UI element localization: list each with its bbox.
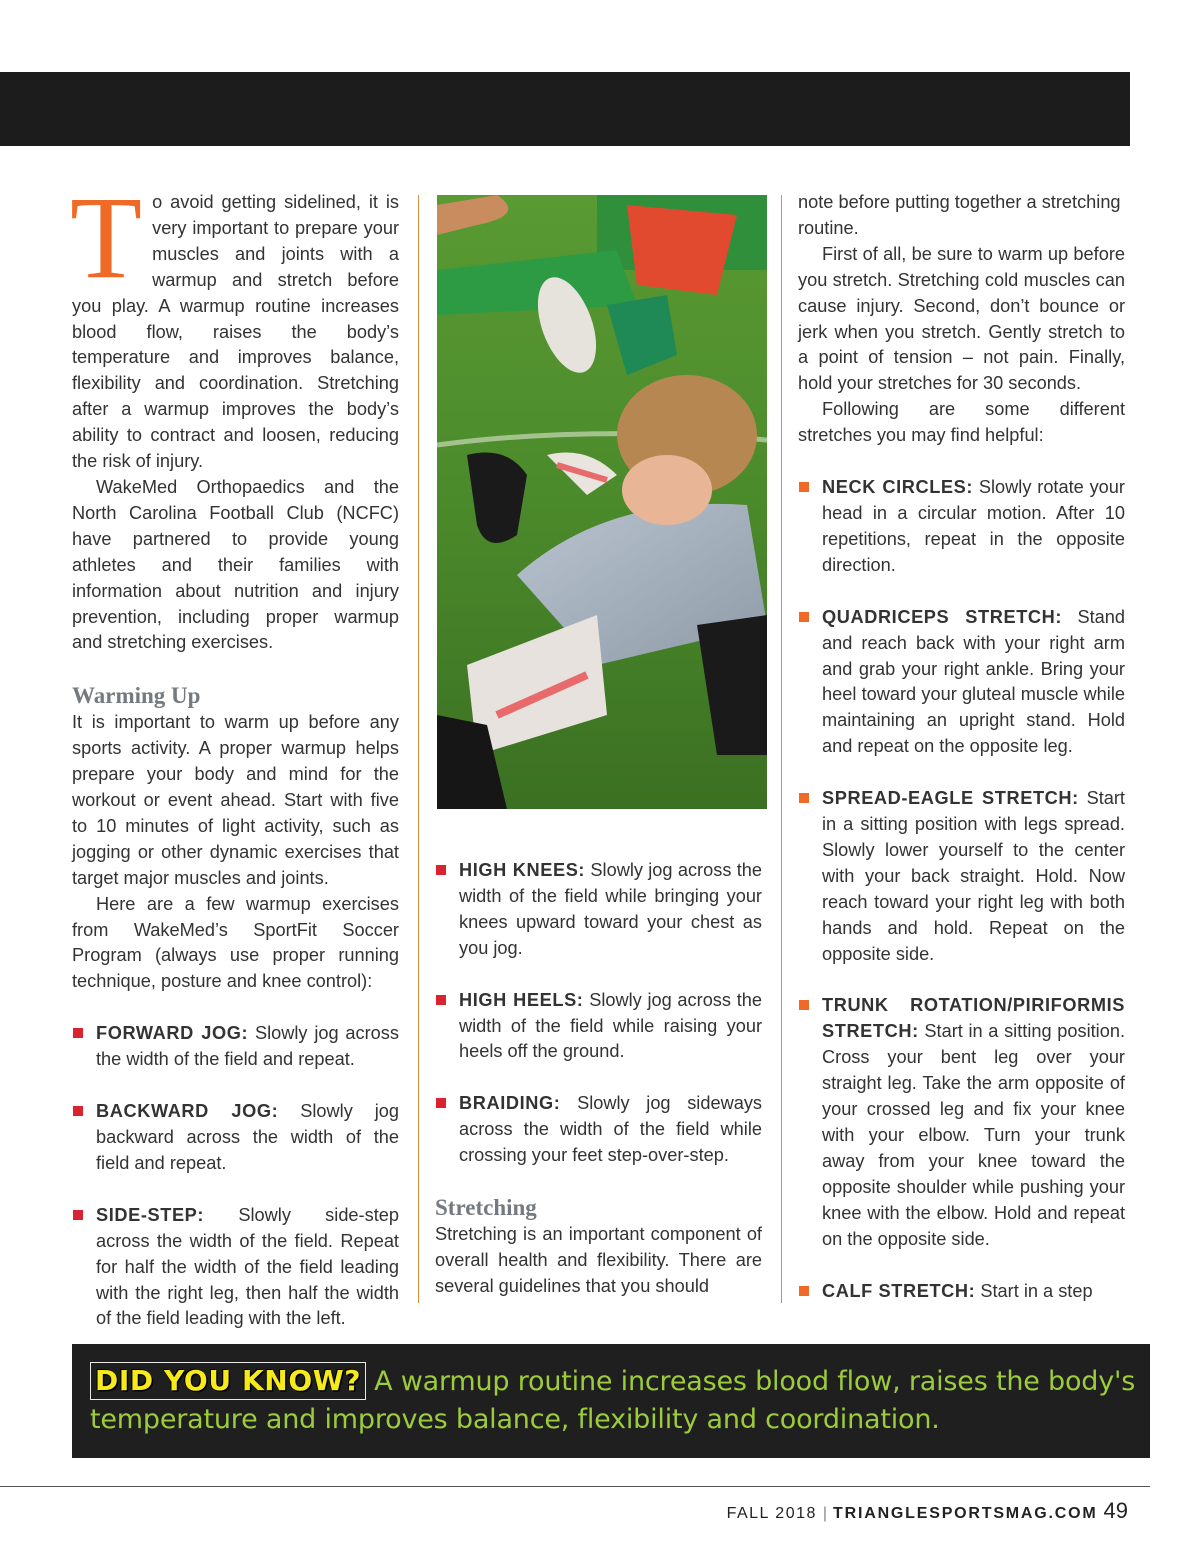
list-item: CALF STRETCH: Start in a step	[798, 1279, 1125, 1305]
bullet-icon	[436, 865, 446, 875]
column-3	[798, 190, 1125, 1304]
list-item: BACKWARD JOG: Slowly jog backward across the width of the field and repeat.	[72, 1099, 399, 1177]
did-you-know-label: DID YOU KNOW?	[90, 1362, 366, 1400]
list-item: NECK CIRCLES: Slowly rotate your head in a circular motion. After 10 repetitions, repeat in the opposite direction.	[798, 475, 1125, 579]
column-1	[70, 172, 399, 1332]
photo-illustration	[437, 195, 767, 809]
list-item: HIGH KNEES: Slowly jog across the width of the field while bringing your knees upward toward your chest as you jog.	[435, 858, 762, 962]
list-item: HIGH HEELS: Slowly jog across the width of the field while raising your heels off the ground.	[435, 988, 762, 1066]
intro-paragraph	[70, 172, 399, 475]
page-footer	[727, 1498, 1128, 1524]
drop-cap: T	[70, 172, 143, 303]
warmup-exercises-paragraph: Here are a few warmup exercises from WakeMed’s SportFit Soccer Program (always use proper running technique, posture and knee control):	[72, 893, 399, 992]
bullet-icon	[799, 1286, 809, 1296]
list-item: FORWARD JOG: Slowly jog across the width of the field and repeat.	[72, 1021, 399, 1073]
stretches-intro-paragraph: Following are some different stretches you may find helpful:	[798, 399, 1125, 446]
intro-text: o avoid getting sidelined, it is very important to prepare your muscles and joints with a warmup and stretch before you play. A warmup routine increases blood flow, raises the body’s temperature and improves balance, flexibility and coordination. Stretching after a warmup improves the body’s ability to contract and loosen, reducing the risk of injury.	[72, 192, 399, 472]
column-divider	[418, 195, 419, 1303]
partnership-paragraph: WakeMed Orthopaedics and the North Carolina Football Club (NCFC) have partnered to provide young athletes and their families with information about nutrition and injury prevention, including proper warmup and stretching exercises.	[72, 476, 399, 653]
footer-divider	[0, 1486, 1150, 1487]
stretching-paragraph-start: Stretching is an important component of overall health and flexibility. There are several guidelines that you should	[435, 1224, 762, 1296]
callout-text	[90, 1362, 1140, 1439]
soccer-players-stretching-photo	[437, 195, 767, 809]
list-item: SPREAD-EAGLE STRETCH: Start in a sitting position with legs spread. Slowly lower yourself to the center with your back straight. Hold. Now reach toward your right leg with both hands and hold. Repeat on the opposite side.	[798, 786, 1125, 967]
bullet-icon	[799, 1000, 809, 1010]
did-you-know-callout	[72, 1344, 1150, 1458]
header-bar	[0, 72, 1130, 146]
bullet-icon	[799, 793, 809, 803]
warming-up-paragraph: It is important to warm up before any sports activity. A proper warmup helps prepare your body and mind for the workout or event ahead. Start with five to 10 minutes of light activity, such as jogging or other dynamic exercises that target major muscles and joints.	[72, 712, 399, 888]
bullet-icon	[73, 1210, 83, 1220]
list-item: BRAIDING: Slowly jog sideways across the width of the field while crossing your feet step-over-step.	[435, 1091, 762, 1169]
bullet-icon	[799, 612, 809, 622]
bullet-icon	[73, 1106, 83, 1116]
list-item: TRUNK ROTATION/PIRIFORMIS STRETCH: Start in a sitting position. Cross your bent leg over your straight leg. Take the arm opposite of your crossed leg and fix your knee with your elbow. Turn your trunk away from your knee toward the opposite shoulder while pushing your knee with the elbow. Hold and repeat on the opposite side.	[798, 993, 1125, 1252]
warming-up-heading: Warming Up	[72, 683, 201, 709]
stretching-paragraph-end: note before putting together a stretching routine.	[798, 192, 1121, 238]
list-item: SIDE-STEP: Slowly side-step across the width of the field. Repeat for half the width of the field leading with the right leg, then half the width of the field leading with the left.	[72, 1203, 399, 1333]
footer-separator: |	[822, 1505, 828, 1522]
column-2	[435, 858, 762, 1300]
bullet-icon	[799, 482, 809, 492]
bullet-icon	[73, 1028, 83, 1038]
issue-season: FALL 2018	[726, 1505, 817, 1522]
column-divider	[781, 195, 782, 1303]
stretching-guidelines-paragraph: First of all, be sure to warm up before you stretch. Stretching cold muscles can cause injury. Second, don’t bounce or jerk when you stretch. Gently stretch to a point of tension – not pain. Finally, hold your stretches for 30 seconds.	[798, 243, 1125, 394]
page-number: 49	[1103, 1498, 1128, 1523]
website-link[interactable]: TRIANGLESPORTSMAG.COM	[833, 1505, 1098, 1522]
bullet-icon	[436, 1098, 446, 1108]
stretching-heading: Stretching	[435, 1195, 537, 1221]
bullet-icon	[436, 995, 446, 1005]
list-item: QUADRICEPS STRETCH: Stand and reach back with your right arm and grab your right ankle. Bring your heel toward your gluteal muscle while maintaining an upright stand. Hold and repeat on the opposite leg.	[798, 605, 1125, 760]
callout-body: A warmup routine increases blood flow, raises the body's temperature and improves balance, flexibility and coordination.	[90, 1366, 1136, 1435]
